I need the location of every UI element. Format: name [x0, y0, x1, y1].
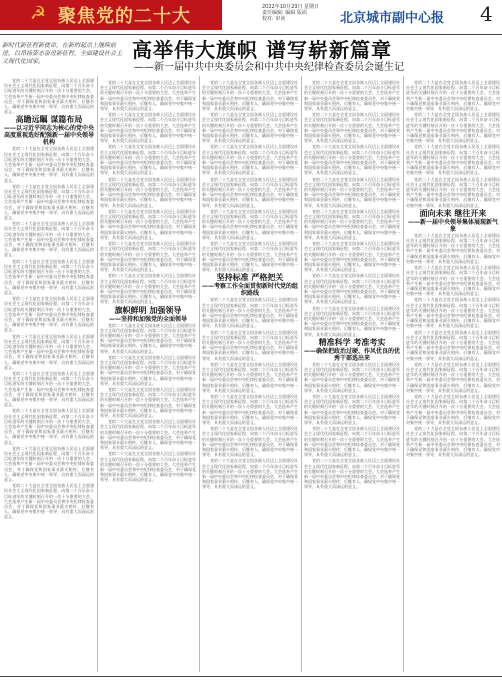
paragraph: 党的二十大是在全党全国各族人民迈上全面建设社会主义现代化国家新征程、向第二个百年奋斗目标进军的关键时刻召开的一次十分重要的大会。大会选举产生新一届中央委员会和中央纪律检查委员会，对于确保党和国家事业薪火相传、后继有人，确保党中央集中统一领导，具有重大而深远的意义。 — [406, 393, 500, 425]
paragraph: 党的二十大是在全党全国各族人民迈上全面建设社会主义现代化国家新征程、向第二个百年奋斗目标进军的关键时刻召开的一次十分重要的大会。大会选举产生新一届中央委员会和中央纪律检查委员会，对于确保党和国家事业薪火相传、后继有人，确保党中央集中统一领导，具有重大而深远的意义。 — [202, 329, 298, 361]
paragraph: 党的二十大是在全党全国各族人民迈上全面建设社会主义现代化国家新征程、向第二个百年奋斗目标进军的关键时刻召开的一次十分重要的大会。大会选举产生新一届中央委员会和中央纪律检查委员会，对于确保党和国家事业薪火相传、后继有人，确保党中央集中统一领导，具有重大而深远的意义。 — [4, 78, 94, 115]
paragraph: 党的二十大是在全党全国各族人民迈上全面建设社会主义现代化国家新征程、向第二个百年奋斗目标进军的关键时刻召开的一次十分重要的大会。大会选举产生新一届中央委员会和中央纪律检查委员会，对于确保党和国家事业薪火相传、后继有人，确保党中央集中统一领导，具有重大而深远的意义。 — [4, 221, 94, 258]
paragraph: 党的二十大是在全党全国各族人民迈上全面建设社会主义现代化国家新征程、向第二个百年奋斗目标进军的关键时刻召开的一次十分重要的大会。大会选举产生新一届中央委员会和中央纪律检查委员会，对于确保党和国家事业薪火相传、后继有人，确保党中央集中统一领导，具有重大而深远的意义。 — [4, 483, 94, 520]
column-rule — [97, 76, 98, 672]
paragraph: 党的二十大是在全党全国各族人民迈上全面建设社会主义现代化国家新征程、向第二个百年奋斗目标进军的关键时刻召开的一次十分重要的大会。大会选举产生新一届中央委员会和中央纪律检查委员会，对于确保党和国家事业薪火相传、后继有人，确保党中央集中统一领导，具有重大而深远的意义。 — [304, 176, 400, 208]
paragraph: 党的二十大是在全党全国各族人民迈上全面建设社会主义现代化国家新征程、向第二个百年奋斗目标进军的关键时刻召开的一次十分重要的大会。大会选举产生新一届中央委员会和中央纪律检查委员会，对于确保党和国家事业薪火相传、后继有人，确保党中央集中统一领导，具有重大而深远的意义。 — [406, 176, 500, 208]
paragraph: 党的二十大是在全党全国各族人民迈上全面建设社会主义现代化国家新征程、向第二个百年奋斗目标进军的关键时刻召开的一次十分重要的大会。大会选举产生新一届中央委员会和中央纪律检查委员会，对于确保党和国家事业薪火相传、后继有人，确保党中央集中统一领导，具有重大而深远的意义。 — [304, 305, 400, 337]
paragraph: 党的二十大是在全党全国各族人民迈上全面建设社会主义现代化国家新征程、向第二个百年奋斗目标进军的关键时刻召开的一次十分重要的大会。大会选举产生新一届中央委员会和中央纪律检查委员会，对于确保党和国家事业薪火相传、后继有人，确保党中央集中统一领导，具有重大而深远的意义。 — [202, 144, 298, 176]
issue-meta — [262, 4, 332, 22]
paragraph: 党的二十大是在全党全国各族人民迈上全面建设社会主义现代化国家新征程、向第二个百年奋斗目标进军的关键时刻召开的一次十分重要的大会。大会选举产生新一届中央委员会和中央纪律检查委员会，对于确保党和国家事业薪火相传、后继有人，确保党中央集中统一领导，具有重大而深远的意义。 — [304, 208, 400, 240]
section-subtitle: ——新一届中央领导集体展现新气象 — [407, 218, 498, 233]
article-column — [406, 80, 500, 676]
paragraph: 党的二十大是在全党全国各族人民迈上全面建设社会主义现代化国家新征程、向第二个百年奋斗目标进军的关键时刻召开的一次十分重要的大会。大会选举产生新一届中央委员会和中央纪律检查委员会，对于确保党和国家事业薪火相传、后继有人，确保党中央集中统一领导，具有重大而深远的意义。 — [406, 232, 500, 264]
paragraph: 党的二十大是在全党全国各族人民迈上全面建设社会主义现代化国家新征程、向第二个百年奋斗目标进军的关键时刻召开的一次十分重要的大会。大会选举产生新一届中央委员会和中央纪律检查委员会，对于确保党和国家事业薪火相传、后继有人，确保党中央集中统一领导，具有重大而深远的意义。 — [304, 393, 400, 425]
section-heading — [202, 273, 298, 297]
paragraph: 党的二十大是在全党全国各族人民迈上全面建设社会主义现代化国家新征程、向第二个百年奋斗目标进军的关键时刻召开的一次十分重要的大会。大会选举产生新一届中央委员会和中央纪律检查委员会，对于确保党和国家事业薪火相传、后继有人，确保党中央集中统一领导，具有重大而深远的意义。 — [202, 80, 298, 112]
paragraph: 党的二十大是在全党全国各族人民迈上全面建设社会主义现代化国家新征程、向第二个百年奋斗目标进军的关键时刻召开的一次十分重要的大会。大会选举产生新一届中央委员会和中央纪律检查委员会，对于确保党和国家事业薪火相传、后继有人，确保党中央集中统一领导，具有重大而深远的意义。 — [202, 112, 298, 144]
section-subtitle: ——确保把政治过硬、作风优良的优秀干部选出来 — [304, 347, 400, 362]
paragraph: 党的二十大是在全党全国各族人民迈上全面建设社会主义现代化国家新征程、向第二个百年奋斗目标进军的关键时刻召开的一次十分重要的大会。大会选举产生新一届中央委员会和中央纪律检查委员会，对于确保党和国家事业薪火相传、后继有人，确保党中央集中统一领导，具有重大而深远的意义。 — [100, 208, 196, 240]
paragraph: 党的二十大是在全党全国各族人民迈上全面建设社会主义现代化国家新征程、向第二个百年奋斗目标进军的关键时刻召开的一次十分重要的大会。大会选举产生新一届中央委员会和中央纪律检查委员会，对于确保党和国家事业薪火相传、后继有人，确保党中央集中统一领导，具有重大而深远的意义。 — [304, 241, 400, 273]
paragraph: 党的二十大是在全党全国各族人民迈上全面建设社会主义现代化国家新征程、向第二个百年奋斗目标进军的关键时刻召开的一次十分重要的大会。大会选举产生新一届中央委员会和中央纪律检查委员会，对于确保党和国家事业薪火相传、后继有人，确保党中央集中统一领导，具有重大而深远的意义。 — [406, 329, 500, 361]
paragraph: 党的二十大是在全党全国各族人民迈上全面建设社会主义现代化国家新征程、向第二个百年奋斗目标进军的关键时刻召开的一次十分重要的大会。大会选举产生新一届中央委员会和中央纪律检查委员会，对于确保党和国家事业薪火相传、后继有人，确保党中央集中统一领导，具有重大而深远的意义。 — [304, 112, 400, 144]
meta-line: 2022年10月23日 星期日 — [262, 4, 320, 10]
section-subtitle: ——考察工作全面贯彻新时代党的组织路线 — [202, 283, 298, 298]
column-banner — [0, 0, 222, 30]
column-title: 聚焦党的二十大 — [58, 6, 191, 27]
paragraph: 党的二十大是在全党全国各族人民迈上全面建设社会主义现代化国家新征程、向第二个百年奋斗目标进军的关键时刻召开的一次十分重要的大会。大会选举产生新一届中央委员会和中央纪律检查委员会，对于确保党和国家事业薪火相传、后继有人，确保党中央集中统一领导，具有重大而深远的意义。 — [202, 241, 298, 273]
paragraph: 党的二十大是在全党全国各族人民迈上全面建设社会主义现代化国家新征程、向第二个百年奋斗目标进军的关键时刻召开的一次十分重要的大会。大会选举产生新一届中央委员会和中央纪律检查委员会，对于确保党和国家事业薪火相传、后继有人，确保党中央集中统一领导，具有重大而深远的意义。 — [406, 361, 500, 393]
headline: 高举伟大旗帜 谱写崭新篇章 — [132, 38, 392, 62]
section-title: 高瞻远瞩 谋篇布局 — [15, 115, 83, 125]
paragraph: 党的二十大是在全党全国各族人民迈上全面建设社会主义现代化国家新征程、向第二个百年奋斗目标进军的关键时刻召开的一次十分重要的大会。大会选举产生新一届中央委员会和中央纪律检查委员会，对于确保党和国家事业薪火相传、后继有人，确保党中央集中统一领导，具有重大而深远的意义。 — [406, 144, 500, 176]
section-heading — [304, 338, 400, 362]
paragraph: 党的二十大是在全党全国各族人民迈上全面建设社会主义现代化国家新征程、向第二个百年奋斗目标进军的关键时刻召开的一次十分重要的大会。大会选举产生新一届中央委员会和中央纪律检查委员会，对于确保党和国家事业薪火相传、后继有人，确保党中央集中统一领导，具有重大而深远的意义。 — [406, 80, 500, 112]
column-rule — [199, 76, 200, 672]
paragraph: 党的二十大是在全党全国各族人民迈上全面建设社会主义现代化国家新征程、向第二个百年奋斗目标进军的关键时刻召开的一次十分重要的大会。大会选举产生新一届中央委员会和中央纪律检查委员会，对于确保党和国家事业薪火相传、后继有人，确保党中央集中统一领导，具有重大而深远的意义。 — [100, 144, 196, 176]
paragraph: 党的二十大是在全党全国各族人民迈上全面建设社会主义现代化国家新征程、向第二个百年奋斗目标进军的关键时刻召开的一次十分重要的大会。大会选举产生新一届中央委员会和中央纪律检查委员会，对于确保党和国家事业薪火相传、后继有人，确保党中央集中统一领导，具有重大而深远的意义。 — [100, 80, 196, 112]
section-title: 坚持标准 严格把关 — [216, 273, 284, 283]
paragraph: 党的二十大是在全党全国各族人民迈上全面建设社会主义现代化国家新征程、向第二个百年奋斗目标进军的关键时刻召开的一次十分重要的大会。大会选举产生新一届中央委员会和中央纪律检查委员会，对于确保党和国家事业薪火相传、后继有人，确保党中央集中统一领导，具有重大而深远的意义。 — [202, 361, 298, 393]
article-column — [100, 80, 196, 676]
paragraph: 党的二十大是在全党全国各族人民迈上全面建设社会主义现代化国家新征程、向第二个百年奋斗目标进军的关键时刻召开的一次十分重要的大会。大会选举产生新一届中央委员会和中央纪律检查委员会，对于确保党和国家事业薪火相传、后继有人，确保党中央集中统一领导，具有重大而深远的意义。 — [100, 386, 196, 418]
section-subtitle: ——以习近平同志为核心的党中央高度重视选好配强新一届中央领导机构 — [4, 125, 94, 147]
paragraph: 党的二十大是在全党全国各族人民迈上全面建设社会主义现代化国家新征程、向第二个百年奋斗目标进军的关键时刻召开的一次十分重要的大会。大会选举产生新一届中央委员会和中央纪律检查委员会，对于确保党和国家事业薪火相传、后继有人，确保党中央集中统一领导，具有重大而深远的意义。 — [100, 241, 196, 273]
column-rule — [403, 76, 404, 672]
subheadline: ——新一届中共中央委员会和中共中央纪律检查委员会诞生记 — [134, 62, 404, 73]
section-title: 面向未来 继往开来 — [419, 208, 487, 218]
page-number: 4 — [480, 2, 493, 26]
paragraph: 党的二十大是在全党全国各族人民迈上全面建设社会主义现代化国家新征程、向第二个百年奋斗目标进军的关键时刻召开的一次十分重要的大会。大会选举产生新一届中央委员会和中央纪律检查委员会，对于确保党和国家事业薪火相传、后继有人，确保党中央集中统一领导，具有重大而深远的意义。 — [4, 146, 94, 183]
paragraph: 党的二十大是在全党全国各族人民迈上全面建设社会主义现代化国家新征程、向第二个百年奋斗目标进军的关键时刻召开的一次十分重要的大会。大会选举产生新一届中央委员会和中央纪律检查委员会，对于确保党和国家事业薪火相传、后继有人，确保党中央集中统一领导，具有重大而深远的意义。 — [4, 296, 94, 333]
newspaper-name: 北京城市副中心报 — [340, 11, 445, 26]
meta-line: 校对: 审读 — [262, 16, 286, 22]
paragraph: 党的二十大是在全党全国各族人民迈上全面建设社会主义现代化国家新征程、向第二个百年奋斗目标进军的关键时刻召开的一次十分重要的大会。大会选举产生新一届中央委员会和中央纪律检查委员会，对于确保党和国家事业薪火相传、后继有人，确保党中央集中统一领导，具有重大而深远的意义。 — [406, 297, 500, 329]
paragraph: 党的二十大是在全党全国各族人民迈上全面建设社会主义现代化国家新征程、向第二个百年奋斗目标进军的关键时刻召开的一次十分重要的大会。大会选举产生新一届中央委员会和中央纪律检查委员会，对于确保党和国家事业薪火相传、后继有人，确保党中央集中统一领导，具有重大而深远的意义。 — [100, 419, 196, 451]
paragraph: 党的二十大是在全党全国各族人民迈上全面建设社会主义现代化国家新征程、向第二个百年奋斗目标进军的关键时刻召开的一次十分重要的大会。大会选举产生新一届中央委员会和中央纪律检查委员会，对于确保党和国家事业薪火相传、后继有人，确保党中央集中统一领导，具有重大而深远的意义。 — [304, 144, 400, 176]
paragraph: 党的二十大是在全党全国各族人民迈上全面建设社会主义现代化国家新征程、向第二个百年奋斗目标进军的关键时刻召开的一次十分重要的大会。大会选举产生新一届中央委员会和中央纪律检查委员会，对于确保党和国家事业薪火相传、后继有人，确保党中央集中统一领导，具有重大而深远的意义。 — [4, 408, 94, 445]
paragraph: 党的二十大是在全党全国各族人民迈上全面建设社会主义现代化国家新征程、向第二个百年奋斗目标进军的关键时刻召开的一次十分重要的大会。大会选举产生新一届中央委员会和中央纪律检查委员会，对于确保党和国家事业薪火相传、后继有人，确保党中央集中统一领导，具有重大而深远的意义。 — [304, 80, 400, 112]
paragraph: 党的二十大是在全党全国各族人民迈上全面建设社会主义现代化国家新征程、向第二个百年奋斗目标进军的关键时刻召开的一次十分重要的大会。大会选举产生新一届中央委员会和中央纪律检查委员会，对于确保党和国家事业薪火相传、后继有人，确保党中央集中统一领导，具有重大而深远的意义。 — [100, 451, 196, 483]
paragraph: 党的二十大是在全党全国各族人民迈上全面建设社会主义现代化国家新征程、向第二个百年奋斗目标进军的关键时刻召开的一次十分重要的大会。大会选举产生新一届中央委员会和中央纪律检查委员会，对于确保党和国家事业薪火相传、后继有人，确保党中央集中统一领导，具有重大而深远的意义。 — [202, 426, 298, 458]
paragraph: 党的二十大是在全党全国各族人民迈上全面建设社会主义现代化国家新征程、向第二个百年奋斗目标进军的关键时刻召开的一次十分重要的大会。大会选举产生新一届中央委员会和中央纪律检查委员会，对于确保党和国家事业薪火相传、后继有人，确保党中央集中统一领导，具有重大而深远的意义。 — [100, 354, 196, 386]
section-heading — [4, 115, 94, 146]
section-subtitle: ——坚持和加强党的全面领导 — [108, 315, 187, 323]
meta-line: 责任编辑: 编辑 版面 — [262, 10, 307, 16]
paragraph: 党的二十大是在全党全国各族人民迈上全面建设社会主义现代化国家新征程、向第二个百年奋斗目标进军的关键时刻召开的一次十分重要的大会。大会选举产生新一届中央委员会和中央纪律检查委员会，对于确保党和国家事业薪火相传、后继有人，确保党中央集中统一领导，具有重大而深远的意义。 — [202, 176, 298, 208]
paragraph: 党的二十大是在全党全国各族人民迈上全面建设社会主义现代化国家新征程、向第二个百年奋斗目标进军的关键时刻召开的一次十分重要的大会。大会选举产生新一届中央委员会和中央纪律检查委员会，对于确保党和国家事业薪火相传、后继有人，确保党中央集中统一领导，具有重大而深远的意义。 — [202, 208, 298, 240]
section-title: 旗帜鲜明 加强领导 — [114, 305, 182, 315]
party-emblem-icon: ☭ — [29, 3, 47, 24]
lead-paragraph: 新时代新征程新使命，在新的起点上继续前进，以昂扬姿态奋进新征程，全面建设社会主义现代化国家。 — [2, 42, 123, 65]
article-column — [4, 78, 94, 674]
article-column — [304, 80, 400, 676]
paragraph: 党的二十大是在全党全国各族人民迈上全面建设社会主义现代化国家新征程、向第二个百年奋斗目标进军的关键时刻召开的一次十分重要的大会。大会选举产生新一届中央委员会和中央纪律检查委员会，对于确保党和国家事业薪火相传、后继有人，确保党中央集中统一领导，具有重大而深远的意义。 — [4, 333, 94, 370]
section-title: 精准科学 考准考实 — [318, 337, 386, 347]
paragraph: 党的二十大是在全党全国各族人民迈上全面建设社会主义现代化国家新征程、向第二个百年奋斗目标进军的关键时刻召开的一次十分重要的大会。大会选举产生新一届中央委员会和中央纪律检查委员会，对于确保党和国家事业薪火相传、后继有人，确保党中央集中统一领导，具有重大而深远的意义。 — [202, 393, 298, 425]
paragraph: 党的二十大是在全党全国各族人民迈上全面建设社会主义现代化国家新征程、向第二个百年奋斗目标进军的关键时刻召开的一次十分重要的大会。大会选举产生新一届中央委员会和中央纪律检查委员会，对于确保党和国家事业薪火相传、后继有人，确保党中央集中统一领导，具有重大而深远的意义。 — [304, 458, 400, 490]
paragraph: 党的二十大是在全党全国各族人民迈上全面建设社会主义现代化国家新征程、向第二个百年奋斗目标进军的关键时刻召开的一次十分重要的大会。大会选举产生新一届中央委员会和中央纪律检查委员会，对于确保党和国家事业薪火相传、后继有人，确保党中央集中统一领导，具有重大而深远的意义。 — [4, 183, 94, 221]
paragraph: 党的二十大是在全党全国各族人民迈上全面建设社会主义现代化国家新征程、向第二个百年奋斗目标进军的关键时刻召开的一次十分重要的大会。大会选举产生新一届中央委员会和中央纪律检查委员会，对于确保党和国家事业薪火相传、后继有人，确保党中央集中统一领导，具有重大而深远的意义。 — [406, 265, 500, 297]
section-heading — [100, 306, 196, 323]
paragraph: 党的二十大是在全党全国各族人民迈上全面建设社会主义现代化国家新征程、向第二个百年奋斗目标进军的关键时刻召开的一次十分重要的大会。大会选举产生新一届中央委员会和中央纪律检查委员会，对于确保党和国家事业薪火相传、后继有人，确保党中央集中统一领导，具有重大而深远的意义。 — [304, 361, 400, 393]
paragraph: 党的二十大是在全党全国各族人民迈上全面建设社会主义现代化国家新征程、向第二个百年奋斗目标进军的关键时刻召开的一次十分重要的大会。大会选举产生新一届中央委员会和中央纪律检查委员会，对于确保党和国家事业薪火相传、后继有人，确保党中央集中统一领导，具有重大而深远的意义。 — [100, 176, 196, 208]
paragraph: 党的二十大是在全党全国各族人民迈上全面建设社会主义现代化国家新征程、向第二个百年奋斗目标进军的关键时刻召开的一次十分重要的大会。大会选举产生新一届中央委员会和中央纪律检查委员会，对于确保党和国家事业薪火相传、后继有人，确保党中央集中统一领导，具有重大而深远的意义。 — [100, 112, 196, 144]
article-column — [202, 80, 298, 676]
paragraph: 党的二十大是在全党全国各族人民迈上全面建设社会主义现代化国家新征程、向第二个百年奋斗目标进军的关键时刻召开的一次十分重要的大会。大会选举产生新一届中央委员会和中央纪律检查委员会，对于确保党和国家事业薪火相传、后继有人，确保党中央集中统一领导，具有重大而深远的意义。 — [4, 258, 94, 295]
paragraph: 党的二十大是在全党全国各族人民迈上全面建设社会主义现代化国家新征程、向第二个百年奋斗目标进军的关键时刻召开的一次十分重要的大会。大会选举产生新一届中央委员会和中央纪律检查委员会，对于确保党和国家事业薪火相传、后继有人，确保党中央集中统一领导，具有重大而深远的意义。 — [202, 297, 298, 329]
column-rule — [301, 76, 302, 672]
paragraph: 党的二十大是在全党全国各族人民迈上全面建设社会主义现代化国家新征程、向第二个百年奋斗目标进军的关键时刻召开的一次十分重要的大会。大会选举产生新一届中央委员会和中央纪律检查委员会，对于确保党和国家事业薪火相传、后继有人，确保党中央集中统一领导，具有重大而深远的意义。 — [100, 322, 196, 354]
footer-rule — [0, 676, 502, 677]
paragraph: 党的二十大是在全党全国各族人民迈上全面建设社会主义现代化国家新征程、向第二个百年奋斗目标进军的关键时刻召开的一次十分重要的大会。大会选举产生新一届中央委员会和中央纪律检查委员会，对于确保党和国家事业薪火相传、后继有人，确保党中央集中统一领导，具有重大而深远的意义。 — [304, 273, 400, 305]
paragraph: 党的二十大是在全党全国各族人民迈上全面建设社会主义现代化国家新征程、向第二个百年奋斗目标进军的关键时刻召开的一次十分重要的大会。大会选举产生新一届中央委员会和中央纪律检查委员会，对于确保党和国家事业薪火相传、后继有人，确保党中央集中统一领导，具有重大而深远的意义。 — [4, 445, 94, 483]
paragraph: 党的二十大是在全党全国各族人民迈上全面建设社会主义现代化国家新征程、向第二个百年奋斗目标进军的关键时刻召开的一次十分重要的大会。大会选举产生新一届中央委员会和中央纪律检查委员会，对于确保党和国家事业薪火相传、后继有人，确保党中央集中统一领导，具有重大而深远的意义。 — [406, 112, 500, 144]
paragraph: 党的二十大是在全党全国各族人民迈上全面建设社会主义现代化国家新征程、向第二个百年奋斗目标进军的关键时刻召开的一次十分重要的大会。大会选举产生新一届中央委员会和中央纪律检查委员会，对于确保党和国家事业薪火相传、后继有人，确保党中央集中统一领导，具有重大而深远的意义。 — [202, 458, 298, 490]
section-heading — [406, 209, 500, 233]
paragraph: 党的二十大是在全党全国各族人民迈上全面建设社会主义现代化国家新征程、向第二个百年奋斗目标进军的关键时刻召开的一次十分重要的大会。大会选举产生新一届中央委员会和中央纪律检查委员会，对于确保党和国家事业薪火相传、后继有人，确保党中央集中统一领导，具有重大而深远的意义。 — [406, 426, 500, 458]
paragraph: 党的二十大是在全党全国各族人民迈上全面建设社会主义现代化国家新征程、向第二个百年奋斗目标进军的关键时刻召开的一次十分重要的大会。大会选举产生新一届中央委员会和中央纪律检查委员会，对于确保党和国家事业薪火相传、后继有人，确保党中央集中统一领导，具有重大而深远的意义。 — [304, 426, 400, 458]
paragraph: 党的二十大是在全党全国各族人民迈上全面建设社会主义现代化国家新征程、向第二个百年奋斗目标进军的关键时刻召开的一次十分重要的大会。大会选举产生新一届中央委员会和中央纪律检查委员会，对于确保党和国家事业薪火相传、后继有人，确保党中央集中统一领导，具有重大而深远的意义。 — [100, 273, 196, 305]
paragraph: 党的二十大是在全党全国各族人民迈上全面建设社会主义现代化国家新征程、向第二个百年奋斗目标进军的关键时刻召开的一次十分重要的大会。大会选举产生新一届中央委员会和中央纪律检查委员会，对于确保党和国家事业薪火相传、后继有人，确保党中央集中统一领导，具有重大而深远的意义。 — [4, 370, 94, 408]
